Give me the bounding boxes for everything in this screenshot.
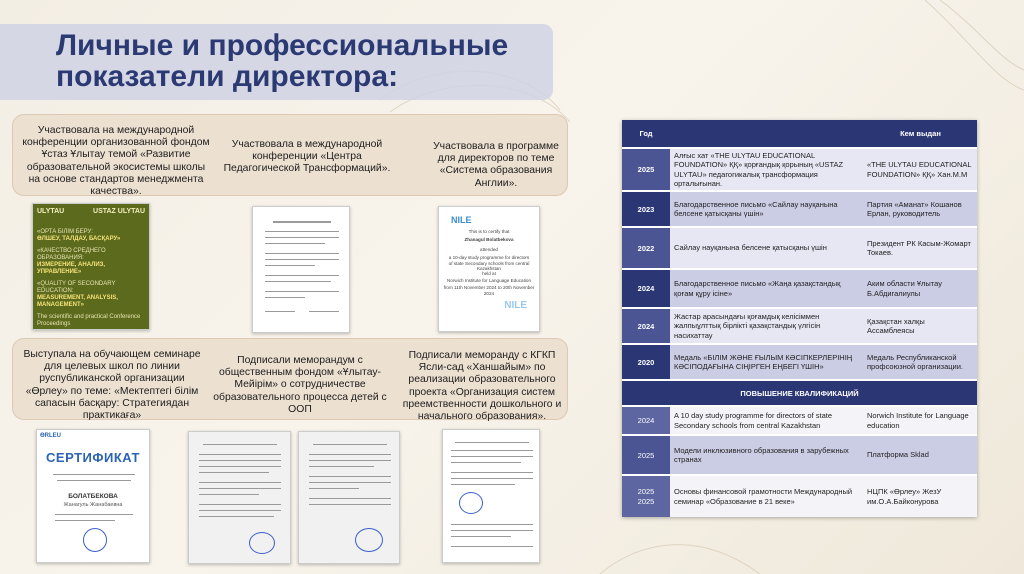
table-row <box>622 270 977 307</box>
table-row <box>622 476 977 517</box>
nile-logo: NILE <box>451 215 472 225</box>
certificate-name: БОЛАТБЕКОВА <box>68 493 118 500</box>
nile-watermark: NILE <box>504 300 527 311</box>
row-year-1: 2025 <box>637 486 655 496</box>
poster-line-6: MEASUREMENT, ANALYSIS, MANAGEMENT» <box>37 295 118 308</box>
conference-poster-image <box>32 203 150 330</box>
header-desc <box>670 120 862 147</box>
caption-orleu-seminar: Выступала на обучающем семинаре для целевых школ по линии руспубликанской организации «Өрлеу» по теме: «Мектептегі білім сапасын басқару: Стратегиядан практикаға» <box>23 349 201 422</box>
orleu-certificate-image <box>36 429 150 563</box>
row-year: 2024 <box>622 309 670 343</box>
poster-line-5: «QUALITY OF SECONDARY EDUCATION: <box>37 281 116 294</box>
table-header <box>622 120 977 147</box>
poster-logo: ULYTAU <box>37 208 65 215</box>
row-year: 2020 <box>622 345 670 379</box>
awards-table <box>622 120 977 517</box>
row-year: 2025 <box>622 436 670 474</box>
caption-england-program: Участвовала в программе для директоров по теме «Система образования Англии». <box>433 141 559 189</box>
poster-line-3: «КАЧЕСТВО СРЕДНЕГО ОБРАЗОВАНИЯ: <box>37 248 106 261</box>
caption-conference-ustaz: Участвовала на международной конференции организованной фондом Ұстаз Ұлытау темой «Развитие образовательной экосистемы школы на основе стандартов менеджмента качества». <box>22 125 210 198</box>
row-year: 2023 <box>622 192 670 226</box>
nile-certificate-image <box>438 206 540 332</box>
row-desc: Модели инклюзивного образования в зарубежных странах <box>670 436 862 474</box>
qualification-section-header: ПОВЫШЕНИЕ КВАЛИФИКАЦИЙ <box>622 381 977 405</box>
table-row <box>622 192 977 226</box>
row-desc: A 10 day study programme for directors of state Secondary schools from central Kazakhstan <box>670 407 862 434</box>
row-desc: Благодарственное письмо «Жаңа қазақстандық қоғам құру ісіне» <box>670 270 862 307</box>
row-issuer: Медаль Республиканской профсоюзной организации. <box>862 345 977 379</box>
nile-line-4: a 10-day study programme for directors of state Secondary schools from central Kazakhstan <box>448 255 530 271</box>
caption-conference-pedagogical: Участвовала в международной конференции «Центра Педагогической Трансформаций». <box>223 139 391 175</box>
row-issuer: НЦПК «Өрлеу» ЖезУ им.О.А.Байконурова <box>862 476 977 517</box>
row-issuer: «THE ULYTAU EDUCATIONAL FOUNDATION» ҚҚ» Хан.М.М <box>862 149 977 190</box>
poster-line-7: The scientific and practical Conference Proceedings <box>37 314 141 327</box>
row-desc: Основы финансовой грамотности Международный семинар «Образование в 21 веке» <box>670 476 862 517</box>
header-year: Год <box>622 120 670 147</box>
conference-document-image <box>252 206 350 333</box>
nile-line-2: Zhanagul Bolatbekova <box>464 237 514 242</box>
memorandum-page-1-image <box>188 431 291 564</box>
poster-logo-2: USTAZ ULYTAU <box>93 208 145 215</box>
row-issuer: Қазақстан халқы Ассамблеясы <box>862 309 977 343</box>
row-issuer: Партия «Аманат» Кошанов Ерлан, руководитель <box>862 192 977 226</box>
title-band <box>0 24 553 100</box>
row-year: 2025 <box>622 149 670 190</box>
table-row <box>622 407 977 434</box>
title-line-2: показатели директора: <box>56 60 399 93</box>
row-year <box>622 476 670 517</box>
memorandum-stamp-2 <box>355 528 383 552</box>
caption-memorandum-ulytau: Подписали меморандум с общественным фондом «Ұлытау-Мейірім» о сотрудничестве образовательного процесса детей с ООП <box>213 355 387 415</box>
header-issuer: Кем выдан <box>862 120 977 147</box>
orleu-logo: ӨRLEU <box>40 433 61 439</box>
caption-memorandum-kindergarten: Подписали меморанду с КГКП Ясли-сад «Ханшайым» по реализации образовательного проекта «Организация систем преемственности дошкольного и начального образования». <box>402 350 562 423</box>
row-issuer: Платформа Sklad <box>862 436 977 474</box>
kindergarten-memorandum-image <box>442 429 540 563</box>
row-desc: Жастар арасындағы қоғамдық келісіммен жалпыұлттық бірлікті қазақстандық үлгісін насихаттау <box>670 309 862 343</box>
nile-line-7: from 11th November 2024 to 20th November 2024 <box>443 285 535 296</box>
table-row <box>622 309 977 343</box>
table-row <box>622 228 977 268</box>
table-row <box>622 345 977 379</box>
nile-line-1: This is to certify that <box>468 229 510 234</box>
certificate-stamp <box>83 528 107 552</box>
poster-line-1: «ОРТА БІЛІМ БЕРУ: <box>37 229 93 235</box>
certificate-title: СЕРТИФИКАТ <box>46 450 140 465</box>
row-issuer: Аким области Ұлытау Б.Абдигалиулы <box>862 270 977 307</box>
row-year: 2024 <box>622 407 670 434</box>
kindergarten-stamp <box>459 492 483 514</box>
table-row <box>622 436 977 474</box>
page-title <box>56 30 553 92</box>
table-row <box>622 149 977 190</box>
row-issuer: Norwich Institute for Language education <box>862 407 977 434</box>
memorandum-stamp-1 <box>249 532 275 554</box>
poster-line-4: ИЗМЕРЕНИЕ, АНАЛИЗ, УПРАВЛЕНИЕ» <box>37 262 106 275</box>
certificate-subname: Жанагуль Жанабаевна <box>63 502 123 508</box>
memorandum-page-2-image <box>298 431 400 564</box>
nile-line-6: Norwich Institute for Language Education <box>446 278 531 283</box>
row-desc: Благодарственное письмо «Сайлау науқанына белсене қатысқаны үшін» <box>670 192 862 226</box>
row-issuer: Президент РК Касым-Жомарт Токаев. <box>862 228 977 268</box>
row-desc: Сайлау науқанына белсене қатысқаны үшін <box>670 228 862 268</box>
row-desc: Алғыс хат «THE ULYTAU EDUCATIONAL FOUNDATION» ҚҚ» қорғандық қорының «USTAZ ULYTAU» педагогикалық трансформация орталығынан. <box>670 149 862 190</box>
row-desc: Медаль «БІЛІМ ЖӘНЕ ҒЫЛЫМ КӘСІПКЕРЛЕРІНІҢ КӘСІПОДАҒЫНА СІҢІРГЕН ЕҢБЕГІ ҮШІН» <box>670 345 862 379</box>
nile-line-3: attended <box>480 247 498 252</box>
poster-line-2: ӨЛШЕУ, ТАЛДАУ, БАСҚАРУ» <box>37 236 121 242</box>
title-line-1: Личные и профессиональные <box>56 29 509 62</box>
nile-line-5: held at <box>482 271 496 276</box>
row-year: 2024 <box>622 270 670 307</box>
row-year-2: 2025 <box>637 496 655 506</box>
row-year: 2022 <box>622 228 670 268</box>
